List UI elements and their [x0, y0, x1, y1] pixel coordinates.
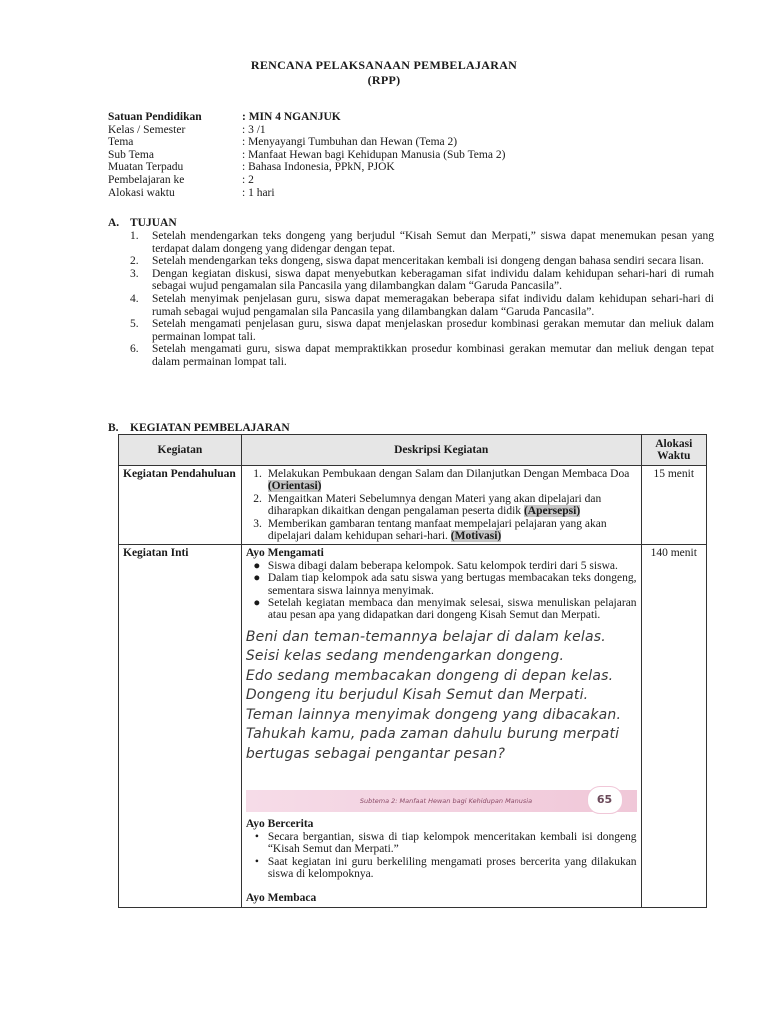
info-key: Sub Tema: [108, 148, 154, 161]
list-item: [246, 493, 637, 518]
bullet-icon: ●: [253, 597, 261, 610]
goal-text: Setelah mendengarkan teks dongeng yang berjudul “Kisah Semut dan Merpati,” siswa dapat menemukan pesan yang terdapat dalam dongeng yang didengar dengan tepat.: [152, 230, 714, 255]
info-value: : 3 /1: [242, 123, 266, 136]
section-letter: A.: [108, 217, 120, 229]
goal-number: 6.: [130, 343, 139, 356]
book-line: Dongeng itu berjudul Kisah Semut dan Merpati.: [245, 687, 589, 704]
item-text: Saat kegiatan ini guru berkeliling mengamati proses bercerita yang dilakukan siswa di kelompoknya.: [267, 855, 637, 880]
table-row: [119, 545, 707, 907]
goal-number: 2.: [130, 255, 139, 268]
book-page-footer: [246, 790, 637, 812]
list-item: [246, 831, 637, 856]
pendahuluan-description: [241, 466, 641, 545]
goal-number: 4.: [130, 292, 139, 305]
ayo-mengamati-heading: Ayo Mengamati: [245, 547, 324, 560]
book-line: Teman lainnya menyimak dongeng yang dibacakan.: [245, 706, 622, 723]
ayo-bercerita-heading: Ayo Bercerita: [245, 818, 314, 831]
goal-number: 3.: [130, 267, 139, 280]
goals-list: [130, 230, 714, 369]
header-deskripsi: Deskripsi Kegiatan: [241, 435, 641, 466]
item-text: Secara bergantian, siswa di tiap kelompok menceritakan kembali isi dongeng “Kisah Semut dan Merpati.”: [267, 830, 637, 856]
book-line: Tahukah kamu, pada zaman dahulu burung merpati bertugas sebagai pengantar pesan?: [245, 726, 620, 762]
book-footer-text: Subtema 2: Manfaat Hewan bagi Kehidupan Manusia: [359, 797, 533, 806]
item-number: 3.: [253, 517, 262, 530]
info-row: [108, 187, 505, 200]
list-item: [246, 856, 637, 881]
bullet-icon: •: [254, 830, 259, 843]
goal-number: 1.: [130, 230, 139, 242]
item-text: Melakukan Pembukaan dengan Salam dan Dilanjutkan Dengan Membaca Doa: [267, 468, 630, 480]
info-value: : Menyayangi Tumbuhan dan Hewan (Tema 2): [242, 136, 458, 149]
item-text: Dalam tiap kelompok ada satu siswa yang bertugas membacakan teks dongeng, sementara siswa lainnya menyimak.: [267, 572, 637, 597]
info-key: Alokasi waktu: [108, 186, 175, 199]
goal-text: Dengan kegiatan diskusi, siswa dapat menyebutkan keberagaman sifat individu dalam kehidupan sehari-hari di rumah sebagai wujud pengamalan sila Pancasila yang dilambangkan dalam “Garuda Pancasila”.: [152, 267, 714, 293]
info-row: [108, 149, 505, 162]
table-header-row: [119, 435, 707, 466]
info-key: Satuan Pendidikan: [108, 111, 202, 123]
section-title: KEGIATAN PEMBELAJARAN: [130, 422, 290, 434]
section-title: TUJUAN: [130, 217, 177, 229]
info-row: [108, 174, 505, 187]
document-subtitle: (RPP): [367, 73, 401, 87]
info-key: Tema: [108, 136, 134, 149]
info-key: Muatan Terpadu: [108, 161, 184, 174]
inti-description: [241, 545, 641, 907]
goal-text: Setelah mengamati penjelasan guru, siswa dapat menjelaskan prosedur kombinasi gerakan memutar dan meliuk dalam permainan lompat tali.: [152, 318, 714, 343]
info-row: [108, 124, 505, 137]
item-number: 2.: [253, 492, 262, 505]
list-item: [246, 518, 637, 543]
info-value: : 1 hari: [242, 186, 275, 199]
goal-item: [130, 230, 714, 255]
item-tag: (Orientasi): [267, 480, 322, 493]
item-text: Memberikan gambaran tentang manfaat mempelajari pelajaran yang akan dipelajari dalam kehidupan sehari-hari.: [267, 517, 607, 543]
section-b-heading: [108, 422, 290, 434]
document-title: RENCANA PELAKSANAAN PEMBELAJARAN: [250, 58, 518, 72]
row-label-inti: Kegiatan Inti: [119, 545, 242, 907]
item-tag: (Motivasi): [450, 530, 502, 543]
info-value: : Manfaat Hewan bagi Kehidupan Manusia (Sub Tema 2): [242, 148, 506, 161]
item-tag: (Apersepsi): [523, 505, 581, 518]
bullet-icon: ●: [253, 572, 261, 585]
book-excerpt: [246, 628, 637, 765]
section-letter: B.: [108, 422, 119, 434]
info-value: : Bahasa Indonesia, PPkN, PJOK: [242, 161, 395, 174]
identity-block: [108, 111, 505, 199]
book-line: Beni dan teman-temannya belajar di dalam kelas.: [245, 628, 606, 645]
header-alokasi: Alokasi Waktu: [641, 435, 706, 466]
list-item: [246, 572, 637, 597]
list-item: [246, 597, 637, 622]
info-value: : MIN 4 NGANJUK: [242, 111, 341, 123]
item-text: Mengaitkan Materi Sebelumnya dengan Materi yang akan dipelajari dan diharapkan dikaitkan dengan pengalaman peserta didik: [267, 492, 602, 518]
time-inti: 140 menit: [641, 545, 706, 907]
section-a-heading: [108, 217, 177, 229]
list-item: [246, 560, 637, 572]
bullet-icon: ●: [253, 559, 261, 572]
info-key: Kelas / Semester: [108, 123, 186, 136]
book-line: Edo sedang membacakan dongeng di depan kelas.: [245, 667, 614, 684]
header-kegiatan: Kegiatan: [119, 435, 242, 466]
goal-number: 5.: [130, 318, 139, 331]
goal-item: [130, 268, 714, 293]
goal-item: [130, 255, 714, 268]
goal-item: [130, 293, 714, 318]
row-label-pendahuluan: Kegiatan Pendahuluan: [119, 466, 242, 545]
info-row: [108, 136, 505, 149]
goal-text: Setelah menyimak penjelasan guru, siswa dapat memeragakan beberapa sifat individu dalam kehidupan sehari-hari di rumah sebagai wujud pengamalan sila Pancasila yang dilambangkan dalam “Garuda Pancasila”.: [152, 292, 714, 318]
goal-text: Setelah mendengarkan teks dongeng, siswa dapat menceritakan kembali isi dongeng dengan bahasa sendiri secara lisan.: [152, 255, 704, 268]
item-text: Siswa dibagi dalam beberapa kelompok. Satu kelompok terdiri dari 5 siswa.: [267, 559, 618, 572]
list-item: [246, 468, 637, 493]
book-line: Seisi kelas sedang mendengarkan dongeng.: [245, 648, 565, 665]
item-number: 1.: [253, 468, 262, 480]
goal-item: [130, 343, 714, 368]
info-value: : 2: [242, 173, 254, 186]
info-row: [108, 161, 505, 174]
ayo-membaca-heading: Ayo Membaca: [245, 892, 317, 905]
goal-item: [130, 318, 714, 343]
table-row: [119, 466, 707, 545]
bullet-icon: •: [254, 855, 259, 868]
info-row: [108, 111, 505, 124]
book-page-number: 65: [587, 786, 623, 814]
activities-table: [118, 434, 707, 908]
time-pendahuluan: 15 menit: [641, 466, 706, 545]
item-text: Setelah kegiatan membaca dan menyimak selesai, siswa menuliskan pelajaran atau pesan apa yang didapatkan dari dongeng Kisah Semut dan Merpati.: [267, 597, 637, 622]
goal-text: Setelah mengamati guru, siswa dapat mempraktikkan prosedur kombinasi gerakan memutar dan meliuk dengan tepat dalam permainan lompat tali.: [152, 343, 714, 368]
info-key: Pembelajaran ke: [108, 173, 185, 186]
